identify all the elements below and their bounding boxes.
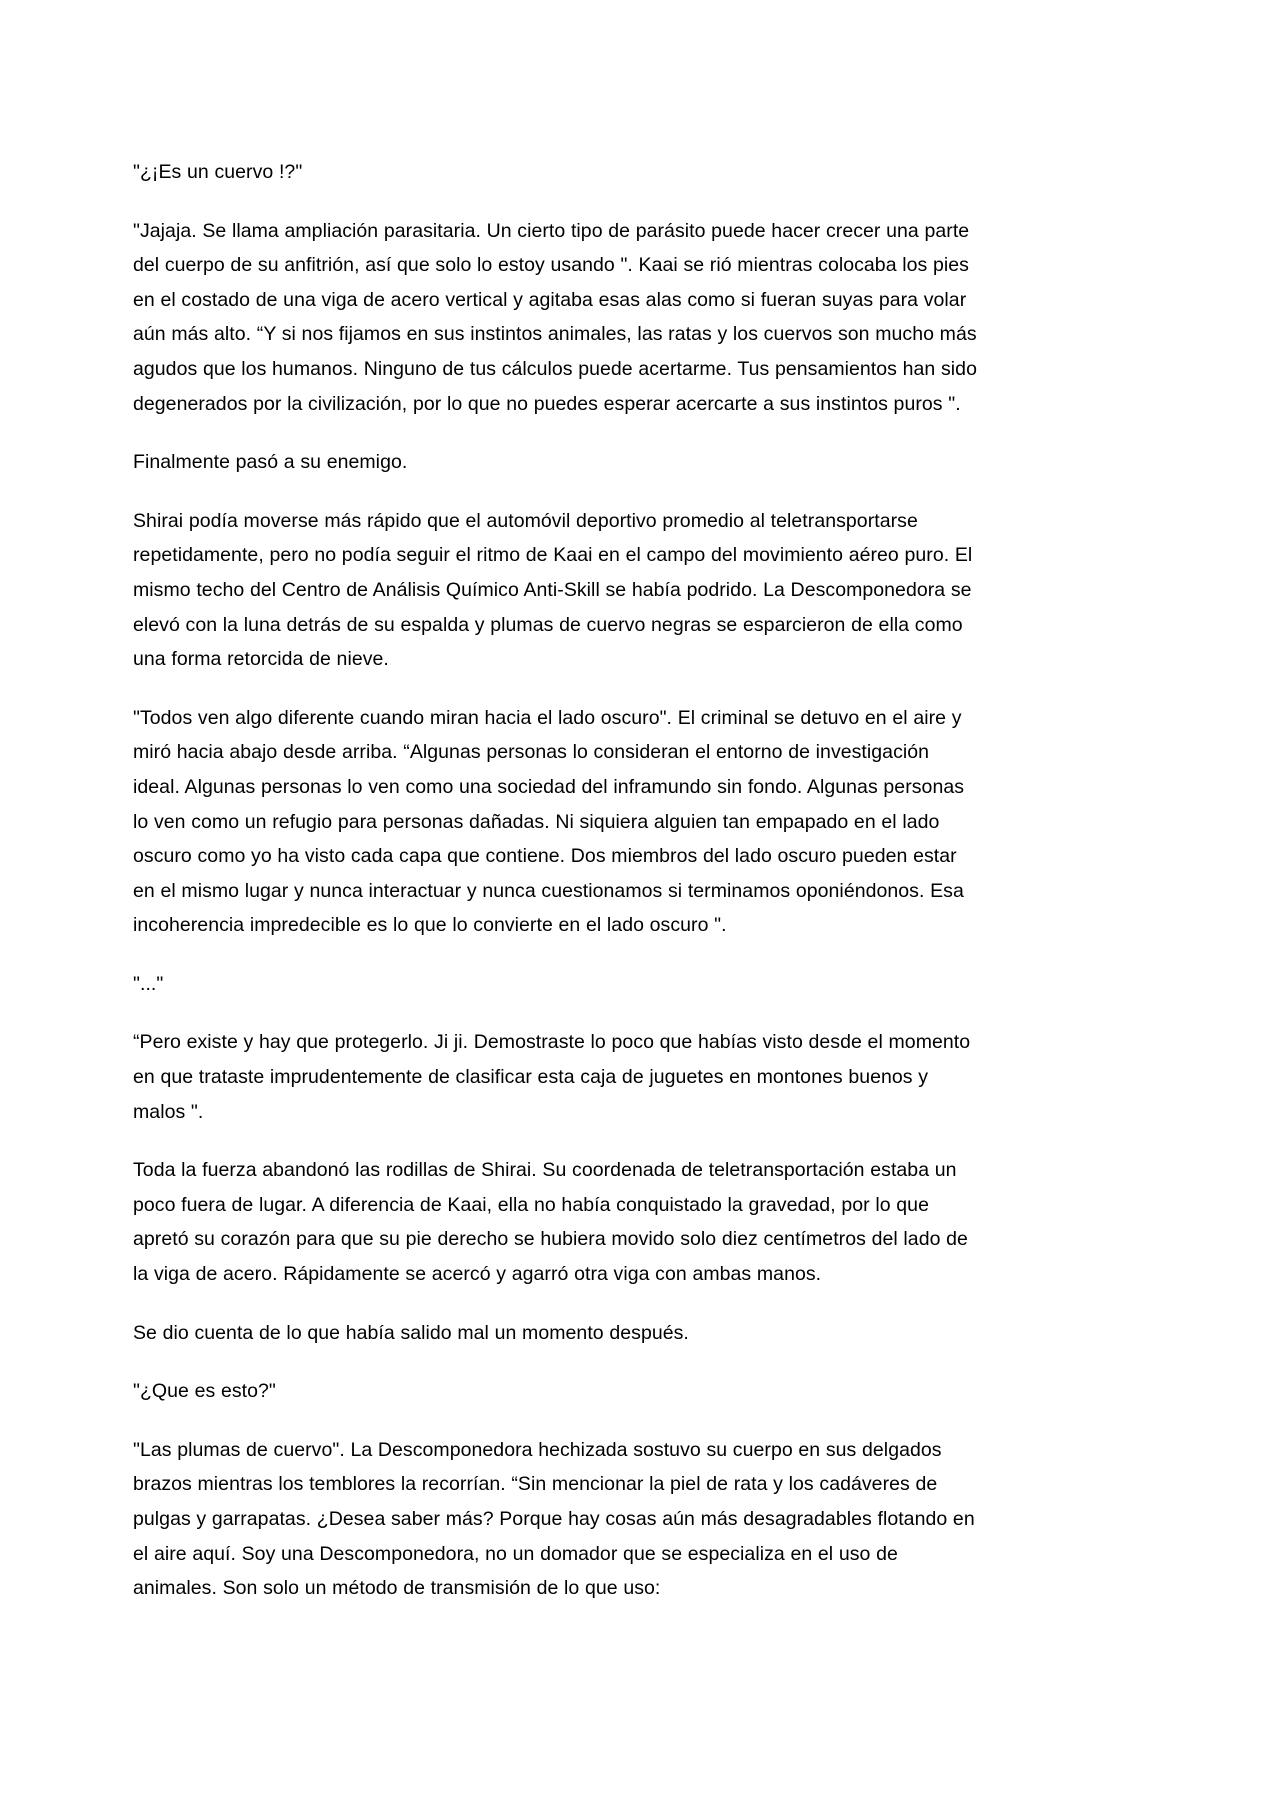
paragraph-shirai-podia-moverse: Shirai podía moverse más rápido que el automóvil deportivo promedio al teletransportarse repetidamente, pero no podía seguir el ritmo de Kaai en el campo del movimiento aéreo puro. El mismo techo del Centro de Análisis Químico Anti-Skill se había podrido. La Descomponedora se elevó con la luna detrás de su espalda y plumas de cuervo negras se esparcieron de ella como una forma retorcida de nieve. [133,509,973,671]
paragraph-que-es-esto: "¿Que es esto?" [133,1380,276,1403]
document-text-body [133,155,978,1606]
paragraph-finalmente-paso: Finalmente pasó a su enemigo. [133,451,408,474]
paragraph-pero-existe-hay-que-protegerlo: “Pero existe y hay que protegerlo. Ji ji. Demostraste lo poco que habías visto desde el momento en que trataste imprudentemente de clasificar esta caja de juguetes en montones buenos y malos ". [133,1031,971,1123]
paragraph-ellipsis: "..." [133,972,164,995]
paragraph-toda-la-fuerza-abandono: Toda la fuerza abandonó las rodillas de Shirai. Su coordenada de teletransportación estaba un poco fuera de lugar. A diferencia de Kaai, ella no había conquistado la gravedad, por lo que apretó su corazón para que su pie derecho se hubiera movido solo diez centímetros del lado de la viga de acero. Rápidamente se acercó y agarró otra viga con ambas manos. [133,1159,968,1286]
paragraph-jajaja-ampliacion-parasitaria: "Jajaja. Se llama ampliación parasitaria. Un cierto tipo de parásito puede hacer crecer una parte del cuerpo de su anfitrión, así que solo lo estoy usando ". Kaai se rió mientras colocaba los pies en el costado de una viga de acero vertical y agitaba esas alas como si fueran suyas para volar aún más alto. “Y si nos fijamos en sus instintos animales, las ratas y los cuervos son mucho más agudos que los humanos. Ninguno de tus cálculos puede acertarme. Tus pensamientos han sido degenerados por la civilización, por lo que no puedes esperar acercarte a sus instintos puros ". [133,219,977,415]
paragraph-es-un-cuervo: "¿¡Es un cuervo !?" [133,161,303,183]
paragraph-se-dio-cuenta: Se dio cuenta de lo que había salido mal un momento después. [133,1321,689,1344]
paragraph-las-plumas-de-cuervo: "Las plumas de cuervo". La Descomponedora hechizada sostuvo su cuerpo en sus delgados brazos mientras los temblores la recorrían. “Sin mencionar la piel de rata y los cadáveres de pulgas y garrapatas. ¿Desea saber más? Porque hay cosas aún más desagradables flotando en el aire aquí. Soy una Descomponedora, no un domador que se especializa en el uso de animales. Son solo un método de transmisión de lo que uso: [133,1438,975,1600]
paragraph-todos-ven-algo-diferente: "Todos ven algo diferente cuando miran hacia el lado oscuro". El criminal se detuvo en el aire y miró hacia abajo desde arriba. “Algunas personas lo consideran el entorno de investigación ideal. Algunas personas lo ven como una sociedad del inframundo sin fondo. Algunas personas lo ven como un refugio para personas dañadas. Ni siquiera alguien tan empapado en el lado oscuro como yo ha visto cada capa que contiene. Dos miembros del lado oscuro pueden estar en el mismo lugar y nunca interactuar y nunca cuestionamos si terminamos oponiéndonos. Esa incoherencia impredecible es lo que lo convierte en el lado oscuro ". [133,706,965,937]
